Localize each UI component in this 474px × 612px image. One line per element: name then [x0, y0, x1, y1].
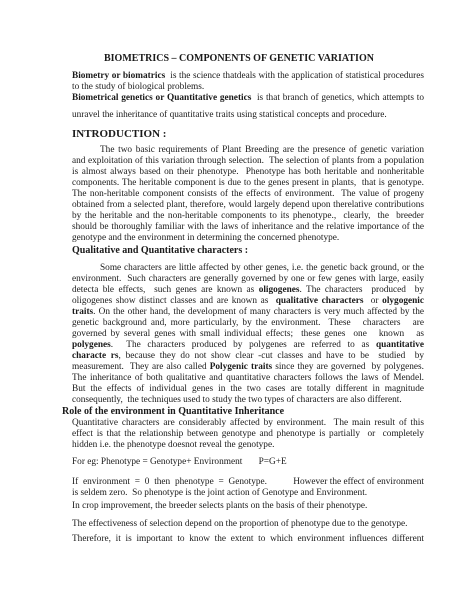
- term-biometrical-genetics: Biometrical genetics or Quantitative genetics: [72, 93, 252, 103]
- term-traits: traits: [72, 307, 94, 317]
- text-run: measurement. They are also called: [72, 362, 210, 372]
- paragraph-line: [72, 362, 424, 373]
- paragraph-line: [72, 307, 424, 318]
- paragraph-line: hidden i.e. the phenotype doesnot reveal the genotype.: [72, 440, 275, 450]
- heading-introduction: INTRODUCTION :: [72, 128, 167, 140]
- definition-text: is the science thatdeals with the application of statistical procedures: [165, 71, 424, 81]
- text-run: or: [363, 296, 383, 306]
- paragraph-line: [72, 296, 424, 307]
- paragraph-line: is seldem zero. So phenotype is the joint action of Genotype and Environment.: [72, 488, 368, 498]
- paragraph-line: Therefore, it is important to know the extent to which environment influences different: [72, 534, 424, 544]
- term-qualitative-characters: qualitative characters: [275, 296, 364, 306]
- paragraph-line: should be thoroughly familiar with the laws of inheritance and the relative importance of the: [72, 222, 424, 232]
- paragraph-line: [72, 351, 424, 362]
- text-run: since they are governed by polygenes.: [272, 362, 424, 372]
- definition-biometry: [72, 71, 424, 82]
- text-run: . On the other hand, the development of many characters is very much affected by the: [93, 307, 424, 317]
- paragraph-line: Quantitative characters are considerably affected by environment. The main result of this: [72, 418, 424, 428]
- text-run: . The characters produced by polygenes are referred to as: [110, 340, 376, 350]
- text-run: . The characters produced by: [299, 285, 424, 295]
- term-oligogenes: oligogenes: [258, 285, 300, 295]
- paragraph-line: obtained from a selected plant, therefore, would largely depend upon therelative contributions: [72, 200, 424, 210]
- paragraph-line: environment. Such characters are generally governed by one or few genes with large, easily: [72, 274, 424, 284]
- term-polygenic-traits: Polygenic traits: [209, 362, 273, 372]
- definition-biometrical-genetics: [72, 93, 424, 104]
- paragraph-line: [72, 340, 424, 351]
- term-olygogenic: olygogenic: [382, 296, 425, 306]
- text-run: oligogenes show distinct classes and are known as: [72, 296, 276, 306]
- heading-qualitative-quantitative: Qualitative and Quantitative characters :: [72, 245, 249, 256]
- page-title: BIOMETRICS – COMPONENTS OF GENETIC VARIATION: [104, 53, 374, 64]
- paragraph-line: [72, 285, 424, 296]
- term-polygenes: polygenes: [72, 340, 111, 350]
- paragraph-line: components. The heritable component is due to the genes present in plants, that is genotype.: [72, 178, 424, 188]
- paragraph-line: consequently, the techniques used to study the two types of characters are also different.: [72, 395, 402, 405]
- paragraph-line: genetic background and, more particularly, by the environment. These characters are: [72, 318, 424, 328]
- text-run: detecta ble effects, such genes are known as: [72, 285, 259, 295]
- paragraph-line: genotype and the environment in determining the concerned phenotype.: [72, 233, 340, 243]
- definition-line: to the study of biological problems.: [72, 82, 205, 92]
- heading-role-of-environment: Role of the environment in Quantitative Inheritance: [62, 406, 285, 417]
- paragraph-line: is almost always based on their phenotype. Phenotype has both heritable and nonheritable: [72, 167, 424, 177]
- paragraph-line: But the effects of individual genes in the two cases are totally different in magnitude: [72, 384, 424, 394]
- paragraph-line: In crop improvement, the breeder selects plants on the basis of their phenotype.: [72, 501, 368, 511]
- paragraph-line: by the heritable and the non-heritable components to its phenotype., clearly, the breeder: [72, 211, 424, 221]
- paragraph-line: Some characters are little affected by other genes, i.e. the genetic back ground, or the: [100, 263, 424, 273]
- paragraph-line: governed by several genes with small individual effects; these genes one known as: [72, 329, 424, 339]
- paragraph-line: effect is that the relationship between genotype and phenotype is partially or completely: [72, 429, 424, 439]
- paragraph-line: If environment = 0 then phenotype = Genotype. However the effect of environment: [72, 477, 424, 487]
- paragraph-line: The two basic requirements of Plant Breeding are the presence of genetic variation: [100, 145, 424, 155]
- term-quantitative: quantitative: [375, 340, 424, 350]
- definition-text: is that branch of genetics, which attempts to: [251, 93, 424, 103]
- text-run: , because they do not show clear -cut classes and have to be studied by: [118, 351, 424, 361]
- paragraph-line: The inheritance of both qualitative and quantitative characters follows the laws of Mendel.: [72, 373, 424, 383]
- definition-line: unravel the inheritance of quantitative traits using statistical concepts and procedure.: [72, 110, 387, 120]
- formula-line: For eg: Phenotype = Genotype+ Environment P=G+E: [72, 457, 287, 467]
- paragraph-line: The non-heritable component consists of the effects of environment. The value of progeny: [72, 189, 424, 199]
- paragraph-line: and exploitation of this variation through selection. The selection of plants from a population: [72, 156, 424, 166]
- term-characters: characte rs: [72, 351, 119, 361]
- paragraph-line: The effectiveness of selection depend on the proportion of phenotype due to the genotype.: [72, 519, 408, 529]
- term-biometry: Biometry or biomatrics: [72, 71, 166, 81]
